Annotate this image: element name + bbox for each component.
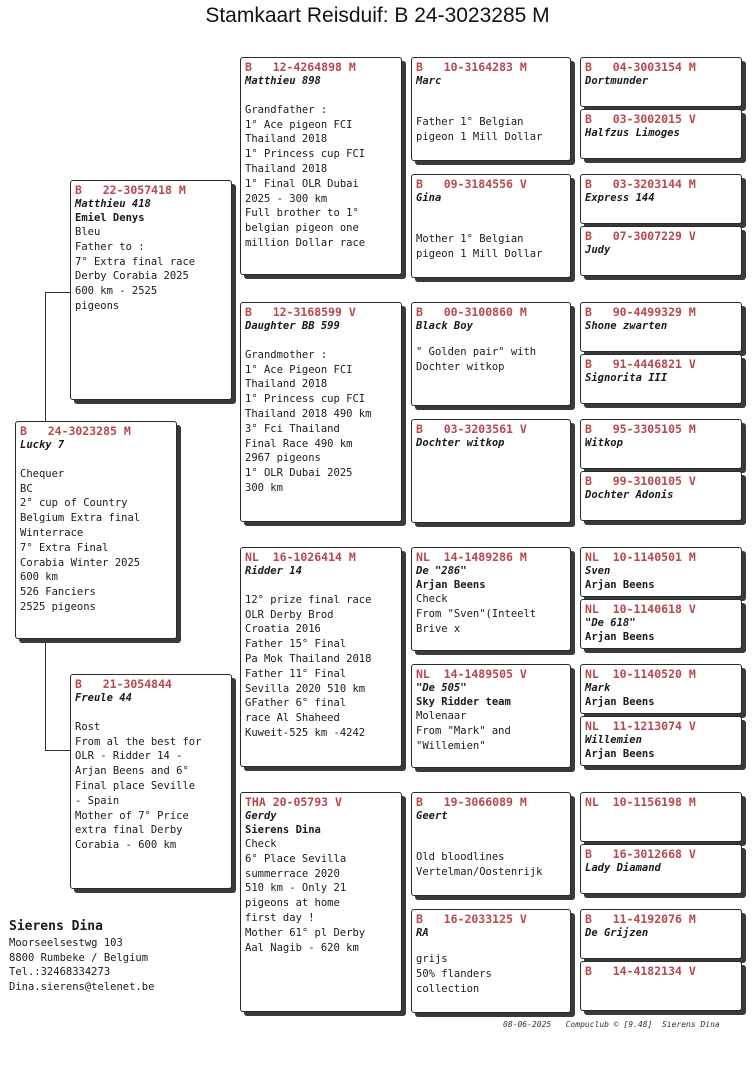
pigeon-info: grijs 50% flanders collection — [416, 953, 492, 995]
pigeon-card-g4 — [580, 547, 742, 597]
ring-number: B 04-3003154 M — [585, 60, 696, 74]
connector — [45, 292, 46, 422]
pigeon-card-g4 — [580, 174, 742, 224]
pigeon-name: Ridder 14 — [245, 565, 302, 577]
pigeon-card-g4 — [580, 844, 742, 894]
ring-number: NL 10-1156198 M — [585, 795, 696, 809]
breeder-city: 8800 Rumbeke / Belgium — [9, 951, 149, 964]
ring-number: NL 10-1140618 V — [585, 602, 696, 616]
pigeon-name: "De 505" — [416, 682, 467, 694]
ring-number: NL 16-1026414 M — [245, 550, 356, 564]
pigeon-name: "De 618" — [585, 617, 636, 629]
pigeon-card-g4 — [580, 599, 742, 649]
pigeon-name: Black Boy — [416, 320, 473, 332]
pigeon-info: Grandfather : 1° Ace pigeon FCI Thailand 2018 1° Princess cup FCI Thailand 2018 1° Final OLR Dubai 2025 - 300 km Full brother to 1° belgian pigeon one million Dollar race — [245, 103, 366, 249]
pigeon-card-g4 — [580, 109, 742, 159]
pigeon-card-fm — [240, 302, 402, 522]
pigeon-card-g3 — [411, 57, 571, 161]
pigeon-card-g3 — [411, 547, 571, 651]
pigeon-name: De "286" — [416, 565, 467, 577]
pigeon-info: Father 1° Belgian pigeon 1 Mill Dollar — [416, 115, 543, 143]
pigeon-info: Molenaar From "Mark" and "Willemien" — [416, 710, 511, 752]
connector — [45, 750, 70, 751]
ring-number: B 14-4182134 V — [585, 964, 696, 978]
ring-number: B 90-4499329 M — [585, 305, 696, 319]
pigeon-name: Willemien — [585, 734, 642, 746]
connector — [45, 292, 70, 293]
pigeon-name: Matthieu 898 — [245, 75, 321, 87]
ring-number: B 03-3002015 V — [585, 112, 696, 126]
pigeon-card-g4 — [580, 419, 742, 469]
pigeon-owner: Arjan Beens — [585, 748, 655, 760]
pigeon-info: 12° prize final race OLR Derby Brod Croatia 2016 Father 15° Final Pa Mok Thailand 2018 Father 11° Final Sevilla 2020 510 km GFather 6° final race Al Shaheed Kuweit-525 km -4242 — [245, 593, 372, 739]
pigeon-owner: Emiel Denys — [75, 212, 145, 224]
pigeon-name: Gina — [416, 192, 442, 204]
pigeon-info: Mother 1° Belgian pigeon 1 Mill Dollar — [416, 232, 543, 260]
pigeon-info: Rost From al the best for OLR - Ridder 14 - Arjan Beens and 6° Final place Seville - Spain Mother of 7° Price extra final Derby Corabia - 600 km — [75, 720, 202, 852]
pigeon-card-father — [70, 180, 232, 400]
pigeon-name: Dochter witkop — [416, 437, 505, 449]
pigeon-info: Bleu Father to : 7° Extra final race Derby Corabia 2025 600 km - 2525 pigeons — [75, 226, 196, 312]
pigeon-name: Lucky 7 — [20, 439, 65, 451]
ring-number: B 91-4446821 V — [585, 357, 696, 371]
pigeon-card-mother — [70, 674, 232, 889]
page-title: Stamkaart Reisduif: B 24-3023285 M — [205, 4, 550, 27]
pigeon-owner: Arjan Beens — [416, 579, 486, 591]
breeder-street: Moorseelsestwg 103 — [9, 937, 123, 949]
ring-number: B 00-3100860 M — [416, 305, 527, 319]
pigeon-name: Geert — [416, 810, 448, 822]
pigeon-name: Freule 44 — [75, 692, 132, 704]
breeder-info — [9, 918, 154, 994]
pigeon-info: Chequer BC 2° cup of Country Belgium Extra final Winterrace 7° Extra Final Corabia Winter 2025 600 km 526 Fanciers 2525 pigeons — [20, 467, 141, 613]
ring-number: B 16-2033125 V — [416, 912, 527, 926]
ring-number: B 03-3203561 V — [416, 422, 527, 436]
pigeon-name: Halfzus Limoges — [585, 127, 680, 139]
pigeon-name: Sven — [585, 565, 611, 577]
ring-number: THA 20-05793 V — [245, 795, 342, 809]
pigeon-card-g4 — [580, 354, 742, 404]
pigeon-card-g3 — [411, 909, 571, 1013]
pigeon-card-g4 — [580, 792, 742, 842]
ring-number: B 21-3054844 — [75, 677, 172, 691]
pigeon-card-ff — [240, 57, 402, 275]
ring-number: B 10-3164283 M — [416, 60, 527, 74]
pigeon-card-mf — [240, 547, 402, 767]
pigeon-info: Check 6° Place Sevilla summerrace 2020 510 km - Only 21 pigeons at home first day ! Mother 61° pl Derby Aal Nagib - 620 km — [245, 838, 366, 954]
pigeon-name: RA — [416, 927, 429, 939]
pigeon-card-g3 — [411, 792, 571, 896]
ring-number: B 12-3168599 V — [245, 305, 356, 319]
pigeon-card-g4 — [580, 57, 742, 107]
pigeon-name: Signorita III — [585, 372, 668, 384]
ring-number: B 11-4192076 M — [585, 912, 696, 926]
pigeon-card-g3 — [411, 664, 571, 768]
ring-number: NL 10-1140501 M — [585, 550, 696, 564]
pigeon-card-g3 — [411, 174, 571, 278]
ring-number: B 24-3023285 M — [20, 424, 131, 438]
breeder-email: Dina.sierens@telenet.be — [9, 980, 155, 993]
pigeon-card-g3 — [411, 419, 571, 523]
pigeon-name: Express 144 — [585, 192, 655, 204]
footer-credit: 08-06-2025 Compuclub © [9.48] Sierens Dina — [503, 1020, 720, 1029]
ring-number: B 03-3203144 M — [585, 177, 696, 191]
pigeon-name: Dortmunder — [585, 75, 649, 87]
pigeon-info: Check From "Sven"(Inteelt Brive x — [416, 593, 537, 635]
pigeon-name: Gerdy — [245, 810, 277, 822]
ring-number: B 12-4264898 M — [245, 60, 356, 74]
ring-number: NL 11-1213074 V — [585, 719, 696, 733]
ring-number: B 99-3100105 V — [585, 474, 696, 488]
pigeon-name: De Grijzen — [585, 927, 649, 939]
breeder-name: Sierens Dina — [9, 919, 103, 934]
pigeon-name: Judy — [585, 244, 611, 256]
connector — [45, 640, 46, 750]
breeder-phone: Tel.:32468334273 — [9, 966, 111, 978]
pigeon-name: Lady Diamand — [585, 862, 661, 874]
pigeon-owner: Sky Ridder team — [416, 696, 511, 708]
ring-number: B 07-3007229 V — [585, 229, 696, 243]
pigeon-owner: Arjan Beens — [585, 631, 655, 643]
ring-number: B 95-3305105 M — [585, 422, 696, 436]
ring-number: B 19-3066089 M — [416, 795, 527, 809]
pigeon-info: " Golden pair" with Dochter witkop — [416, 346, 537, 373]
ring-number: NL 14-1489505 V — [416, 667, 527, 681]
pigeon-owner: Sierens Dina — [245, 824, 321, 836]
pigeon-name: Mark — [585, 682, 611, 694]
pigeon-card-g4 — [580, 471, 742, 521]
pigeon-name: Dochter Adonis — [585, 489, 674, 501]
pigeon-name: Daughter BB 599 — [245, 320, 340, 332]
ring-number: B 22-3057418 M — [75, 183, 186, 197]
pigeon-name: Shone zwarten — [585, 320, 668, 332]
pigeon-info: Grandmother : 1° Ace Pigeon FCI Thailand 2018 1° Princess cup FCI Thailand 2018 490 km 3° Fci Thailand Final Race 490 km 2967 pigeons 1° OLR Dubai 2025 300 km — [245, 348, 372, 494]
ring-number: B 16-3012668 V — [585, 847, 696, 861]
pigeon-name: Marc — [416, 75, 442, 87]
pigeon-card-g4 — [580, 664, 742, 714]
pigeon-owner: Arjan Beens — [585, 579, 655, 591]
pigeon-card-g4 — [580, 909, 742, 959]
ring-number: NL 14-1489286 M — [416, 550, 527, 564]
pigeon-info: Old bloodlines Vertelman/Oostenrijk — [416, 850, 543, 878]
pigeon-card-g4 — [580, 226, 742, 276]
ring-number: NL 10-1140520 M — [585, 667, 696, 681]
pigeon-card-g3 — [411, 302, 571, 406]
pigeon-card-g4 — [580, 302, 742, 352]
pigeon-name: Witkop — [585, 437, 623, 449]
pigeon-card-subject — [15, 421, 177, 639]
pigeon-card-g4 — [580, 961, 742, 1011]
pigeon-owner: Arjan Beens — [585, 696, 655, 708]
pigeon-name: Matthieu 418 — [75, 198, 151, 210]
pigeon-card-g4 — [580, 716, 742, 766]
ring-number: B 09-3184556 V — [416, 177, 527, 191]
pigeon-card-mm — [240, 792, 402, 1012]
